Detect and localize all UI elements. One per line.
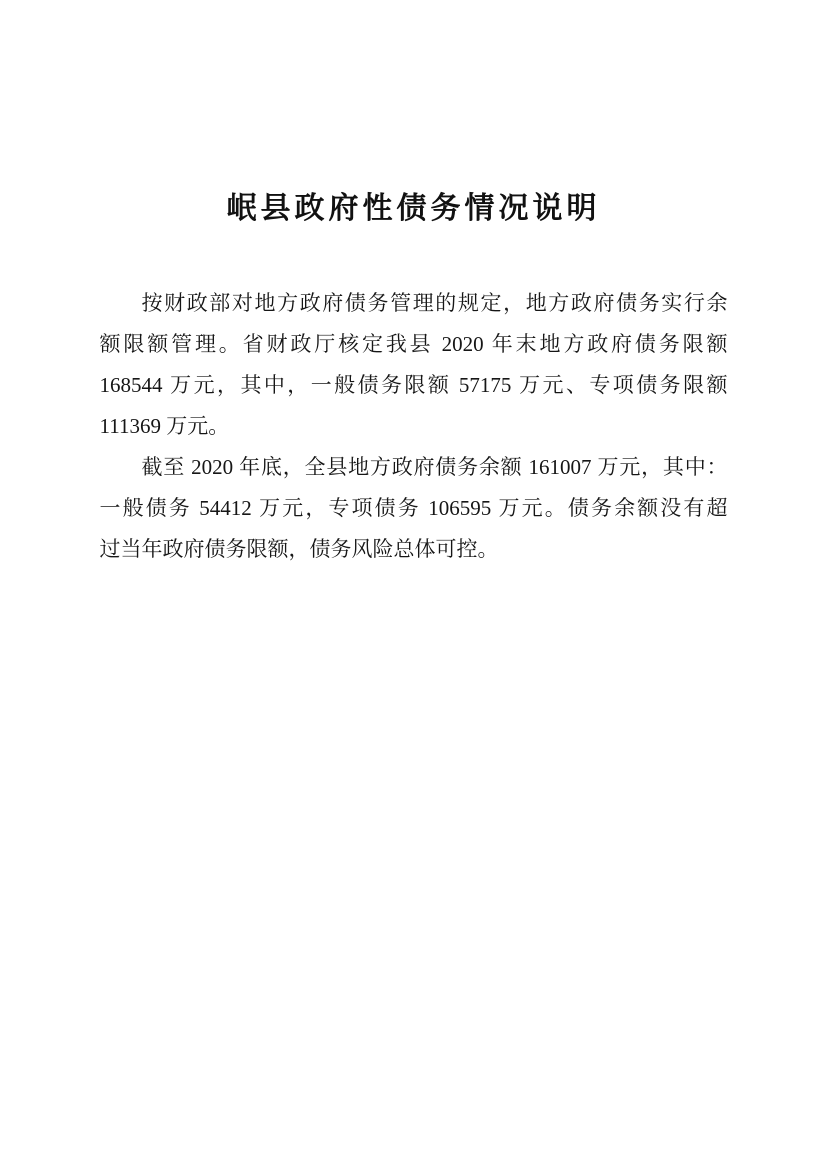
paragraph-1-line-3: 168544 万元，其中，一般债务限额 57175 万元、专项债务限额 — [99, 373, 728, 397]
paragraph-2-line-3: 过当年政府债务限额，债务风险总体可控。 — [99, 537, 499, 561]
paragraph-1-line-1: 按财政部对地方政府债务管理的规定，地方政府债务实行余 — [141, 291, 728, 315]
paragraph-2-line-2: 一般债务 54412 万元，专项债务 106595 万元。债务余额没有超 — [99, 496, 728, 520]
paragraph-2-line-1: 截至 2020 年底，全县地方政府债务余额 161007 万元，其中： — [141, 455, 728, 479]
document-title: 岷县政府性债务情况说明 — [226, 192, 601, 225]
document-body — [100, 283, 728, 570]
paragraph-1-line-2: 额限额管理。省财政厅核定我县 2020 年末地方政府债务限额 — [99, 332, 728, 356]
paragraph-1-line-4: 111369 万元。 — [99, 414, 230, 438]
